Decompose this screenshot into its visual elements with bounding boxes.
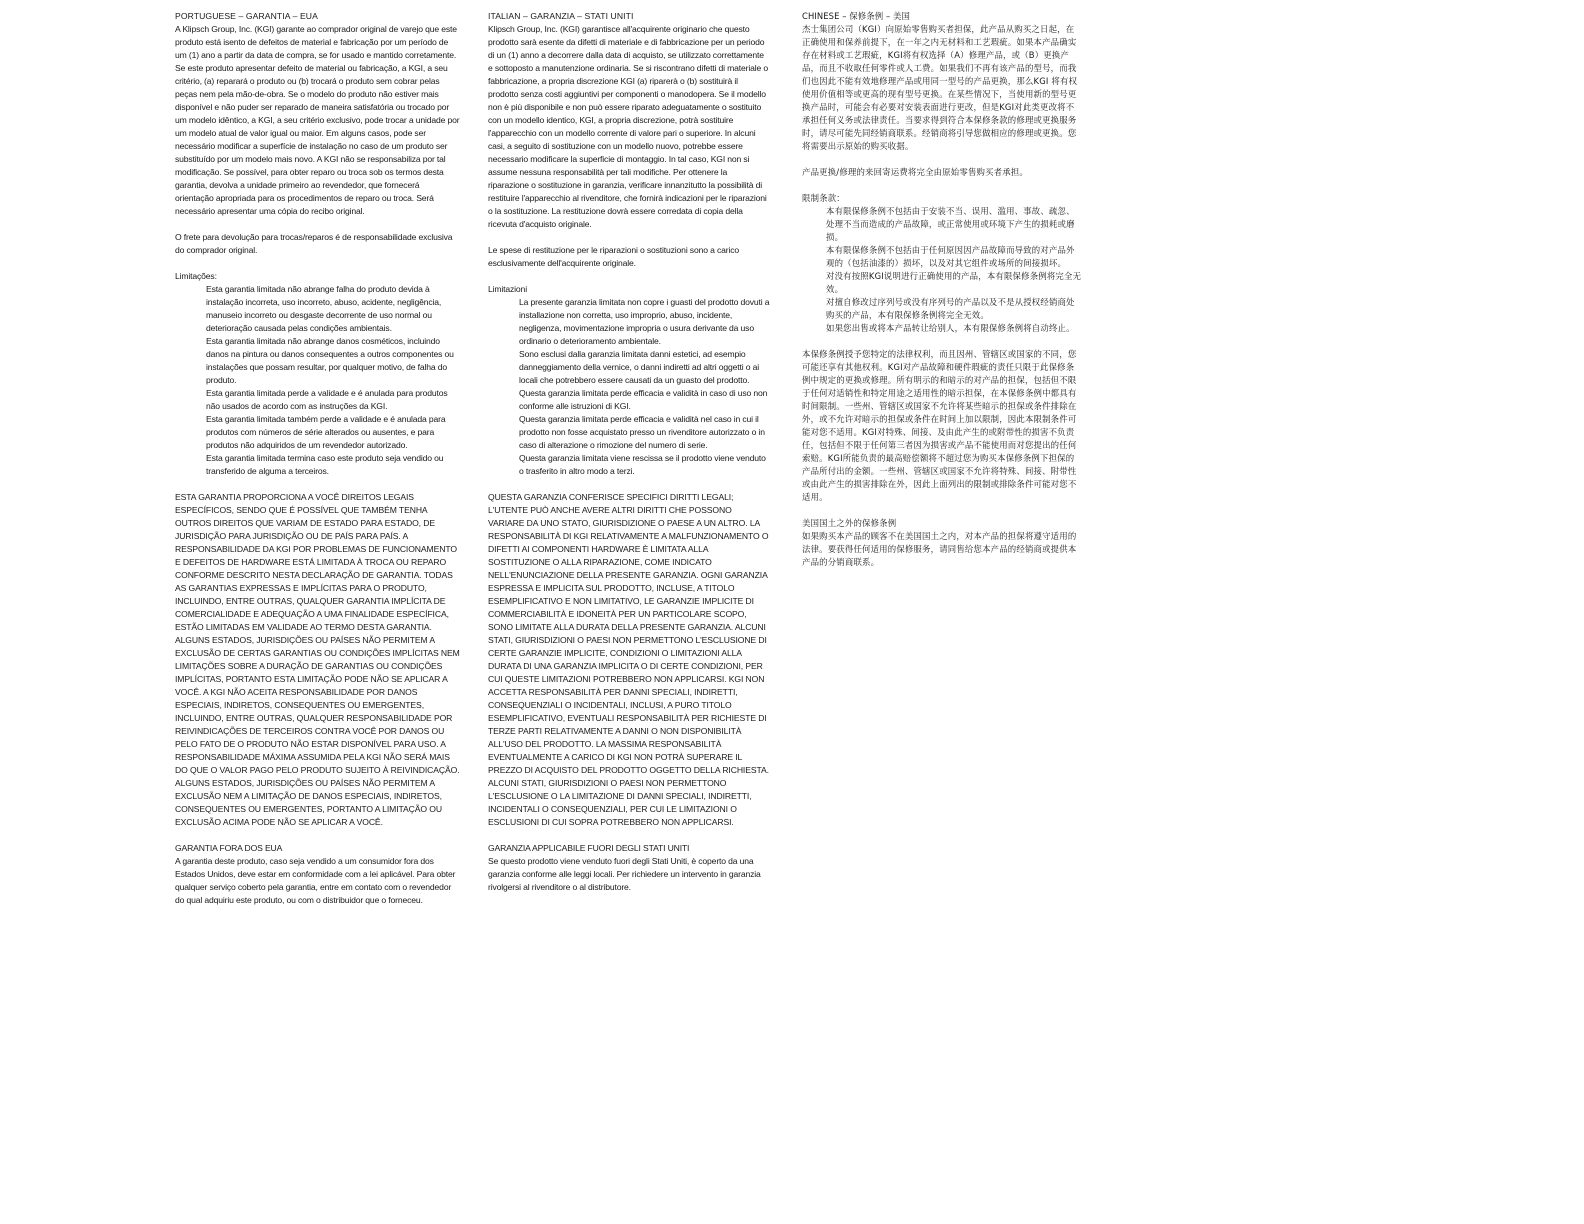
- limitation-item: Questa garanzia limitata perde efficacia e validità in caso di uso non conforme alle istruzioni di KGI.: [519, 388, 768, 411]
- portuguese-limitations-label: Limitações:: [175, 271, 217, 281]
- portuguese-legal-text: ESTA GARANTIA PROPORCIONA A VOCÊ DIREITOS LEGAIS ESPECÍFICOS, SENDO QUE É POSSÍVEL QUE TAMBÉM TENHA OUTROS DIREITOS QUE VARIAM DE ESTADO PARA ESTADO, DE JURISDIÇÃO PARA JURISDIÇÃO OU DE PAÍS PARA PAÍS. A RESPONSABILIDADE DA KGI POR PROBLEMAS DE FUNCIONAMENTO E DEFEITOS DE HARDWARE ESTÁ LIMITADA À TROCA OU REPARO CONFORME DESCRITO NESTA DECLARAÇÃO DE GARANTIA. TODAS AS GARANTIAS EXPRESSAS E IMPLÍCITAS PARA O PRODUTO, INCLUINDO, ENTRE OUTRAS, QUALQUER GARANTIA IMPLÍCITA DE COMERCIALIDADE E ADEQUAÇÃO A UMA FINALIDADE ESPECÍFICA, ESTÃO LIMITADAS EM VALIDADE AO TERMO DESTA GARANTIA. ALGUNS ESTADOS, JURISDIÇÕES OU PAÍSES NÃO PERMITEM A EXCLUSÃO DE CERTAS GARANTIAS OU CONDIÇÕES IMPLÍCITAS NEM LIMITAÇÕES SOBRE A DURAÇÃO DE GARANTIAS OU CONDIÇÕES IMPLÍCITAS, PORTANTO ESTA LIMITAÇÃO PODE NÃO SE APLICAR A VOCÊ. A KGI NÃO ACEITA RESPONSABILIDADE POR DANOS ESPECIAIS, INDIRETOS, CONSEQUENTES OU EMERGENTES, INCLUINDO, ENTRE OUTRAS, QUALQUER RESPONSABILIDADE POR REIVINDICAÇÕES DE TERCEIROS CONTRA VOCÊ POR DANOS OU PELO FATO DE O PRODUTO NÃO ESTAR DISPONÍVEL PARA USO. A RESPONSABILIDADE MÁXIMA ASSUMIDA PELA KGI NÃO SERÁ MAIS DO QUE O VALOR PAGO PELO PRODUTO SUJEITO À REIVINDICAÇÃO. ALGUNS ESTADOS, JURISDIÇÕES OU PAÍSES NÃO PERMITEM A EXCLUSÃO NEM A LIMITAÇÃO DE DANOS ESPECIAIS, INDIRETOS, CONSEQUENTES OU EMERGENTES, PORTANTO A LIMITAÇÃO OU EXCLUSÃO ACIMA PODE NÃO SE APLICAR A VOCÊ.: [175, 492, 460, 827]
- italian-heading: ITALIAN – GARANZIA – STATI UNITI: [488, 11, 634, 21]
- limitation-item: La presente garanzia limitata non copre i guasti del prodotto dovuti a installazione non corretta, uso improprio, abuso, incidente, negligenza, movimentazione impropria o usura derivante da uso ordinario o deterioramento ambientale.: [519, 297, 770, 346]
- italian-legal-text: QUESTA GARANZIA CONFERISCE SPECIFICI DIRITTI LEGALI; L'UTENTE PUÒ ANCHE AVERE ALTRI DIRITTI CHE POSSONO VARIARE DA UNO STATO, GIURISDIZIONE O PAESE A UN ALTRO. LA RESPONSABILITÀ DI KGI RELATIVAMENTE A MALFUNZIONAMENTO O DIFETTI AI COMPONENTI HARDWARE È LIMITATA ALLA SOSTITUZIONE O ALLA RIPARAZIONE, COME INDICATO NELL'ENUNCIAZIONE DELLA PRESENTE GARANZIA. OGNI GARANZIA ESPRESSA E IMPLICITA SUL PRODOTTO, INCLUSE, A TITOLO ESEMPLIFICATIVO E NON LIMITATIVO, LE GARANZIE IMPLICITE DI COMMERCIABILITÀ E IDONEITÀ PER UN PARTICOLARE SCOPO, SONO LIMITATE ALLA DURATA DELLA PRESENTE GARANZIA. ALCUNI STATI, GIURISDIZIONI O PAESI NON PERMETTONO L'ESCLUSIONE DI CERTE GARANZIE IMPLICITE, CONDIZIONI O LIMITAZIONI ALLA DURATA DI UNA GARANZIA IMPLICITA O DI CERTE CONDIZIONI, PER CUI QUESTE LIMITAZIONI POTREBBERO NON APPLICARSI. KGI NON ACCETTA RESPONSABILITÀ PER DANNI SPECIALI, INDIRETTI, CONSEQUENZIALI O INCIDENTALI, INCLUSI, A PURO TITOLO ESEMPLIFICATIVO, EVENTUALI RESPONSABILITÀ PER RICHIESTE DI TERZE PARTI RELATIVAMENTE A DANNI O NON DISPONIBILITÀ ALL'USO DEL PRODOTTO. LA MASSIMA RESPONSABILITÀ EVENTUALMENTE A CARICO DI KGI NON POTRÀ SUPERARE IL PREZZO DI ACQUISTO DEL PRODOTTO OGGETTO DELLA RICHIESTA. ALCUNI STATI, GIURISDIZIONI O PAESI NON PERMETTONO L'ESCLUSIONE O LA LIMITAZIONE DI DANNI SPECIALI, INDIRETTI, INCIDENTALI O CONSEQUENZIALI, PER CUI LE LIMITAZIONI O ESCLUSIONI DI CUI SOPRA POTREBBERO NON APPLICARSI.: [488, 492, 769, 827]
- italian-outside-heading: GARANZIA APPLICABILE FUORI DEGLI STATI UNITI: [488, 843, 690, 853]
- italian-intro: Klipsch Group, Inc. (KGI) garantisce all'acquirente originario che questo prodotto sarà esente da difetti di materiale e di fabbricazione per un periodo di un (1) anno a decorrere dalla data di acquisto, se utilizzato correttamente e sottoposto a manutenzione ordinaria. Se si riscontrano difetti di materiale o fabbricazione, a propria discrezione KGI (a) riparerà o (b) sostituirà il prodotto senza costi aggiuntivi per componenti o manodopera. Se il modello non è più disponibile e non può essere riparato adeguatamente o sostituito con un modello identico, KGI, a propria discrezione, potrà sostituire l'apparecchio con un modello corrente di valore pari o superiore. In alcuni casi, a seguito di sostituzione con un modello nuovo, potrebbe essere necessario modificare la superficie di montaggio. In tal caso, KGI non si assume nessuna responsabilità per tali modifiche. Per ottenere la riparazione o sostituzione in garanzia, verificare innanzitutto la possibilità di restituire l'apparecchio al rivenditore, che fornirà indicazioni per le riparazioni o la sostituzione. La restituzione dovrà essere corredata di copia della ricevuta d'acquisto originale.: [488, 24, 769, 229]
- portuguese-limitations-list: [175, 283, 460, 478]
- italian-limitations-list: [488, 296, 770, 478]
- portuguese-heading: PORTUGUESE – GARANTIA – EUA: [175, 11, 318, 21]
- limitation-item: 如果您出售或将本产品转让给别人，本有限保修条例将自动终止。: [826, 323, 1075, 333]
- limitation-item: Esta garantia limitada perde a validade e é anulada para produtos não usados de acordo com as instruções da KGI.: [206, 388, 448, 411]
- limitation-item: 对擅自修改过序列号或没有序列号的产品以及不是从授权经销商处购买的产品，本有限保修条例将完全无效。: [826, 297, 1075, 320]
- chinese-freight: 产品更换/修理的来回寄运费将完全由原始零售购买者承担。: [802, 167, 1028, 177]
- italian-limitations-label: Limitazioni: [488, 284, 527, 294]
- chinese-limitations-label: 限制条款：: [802, 193, 845, 203]
- italian-warranty-column: [488, 10, 770, 894]
- portuguese-freight: O frete para devolução para trocas/reparos é de responsabilidade exclusiva do comprador original.: [175, 232, 453, 255]
- chinese-outside-heading: 美国国土之外的保修条例: [802, 518, 897, 528]
- limitation-item: Esta garantia limitada não abrange danos cosméticos, incluindo danos na pintura ou danos consequentes a outros componentes ou instalações que possam resultar, por qualquer motivo, de falha do produto.: [206, 336, 454, 385]
- portuguese-outside-text: A garantia deste produto, caso seja vendido a um consumidor fora dos Estados Unidos, deve estar em conformidade com a lei aplicável. Para obter qualquer serviço coberto pela garantia, entre em contato com o revendedor do qual adquiriu este produto, ou com o distribuidor que o forneceu.: [175, 856, 456, 905]
- chinese-outside-text: 如果购买本产品的顾客不在美国国土之内，对本产品的担保将遵守适用的法律。要获得任何适用的保修服务，请同售给您本产品的经销商或提供本产品的分销商联系。: [802, 531, 1077, 567]
- portuguese-outside-heading: GARANTIA FORA DOS EUA: [175, 843, 283, 853]
- limitation-item: 本有限保修条例不包括由于任何原因因产品故障而导致的对产品外观的（包括油漆的）损坏，以及对其它组件或场所的间接损坏。: [826, 245, 1075, 268]
- chinese-limitations-list: [802, 205, 1082, 335]
- italian-outside-text: Se questo prodotto viene venduto fuori degli Stati Uniti, è coperto da una garanzia conforme alle leggi locali. Per richiedere un intervento in garanzia rivolgersi al rivenditore o al distributore.: [488, 856, 761, 892]
- limitation-item: Esta garantia limitada também perde a validade e é anulada para produtos com números de série alterados ou ausentes, e para produtos não adquiridos de um revendedor autorizado.: [206, 414, 446, 450]
- limitation-item: Questa garanzia limitata perde efficacia e validità nel caso in cui il prodotto non fosse acquistato presso un rivenditore autorizzato o in caso di alterazione o rimozione del numero di serie.: [519, 414, 765, 450]
- chinese-heading: CHINESE – 保修条例 – 美国: [802, 11, 910, 21]
- portuguese-warranty-column: [175, 10, 460, 907]
- chinese-legal-text: 本保修条例授予您特定的法律权利，而且因州、管辖区或国家的不同，您可能还享有其他权利。KGI对产品故障和硬件瑕疵的责任只限于此保修条例中规定的更换或修理。所有明示的和暗示的对产品的担保，包括但不限于任何对适销性和特定用途之适用性的暗示担保，在本保修条例中都具有时间限制。一些州、管辖区或国家不允许将某些暗示的担保或条件排除在外，或不允许对暗示的担保或条件在时间上加以限制，因此本限制条件可能对您不适用。KGI对特殊、间接、及由此产生的或附带性的损害不负责任，包括但不限于任何第三者因为损害或产品不能使用而对您提出的任何索赔。KGI所能负责的最高赔偿额将不超过您为购买本保修条例下担保的产品所付出的金额。一些州、管辖区或国家不允许将特殊、间接、附带性或由此产生的损害排除在外，因此上面列出的限制或排除条件可能对您不适用。: [802, 349, 1077, 502]
- limitation-item: 对没有按照KGI说明进行正确使用的产品，本有限保修条例将完全无效。: [826, 271, 1082, 294]
- limitation-item: Sono esclusi dalla garanzia limitata danni estetici, ad esempio danneggiamento della vernice, o danni indiretti ad altri oggetti o ai locali che potrebbero essere causati da un guasto del prodotto.: [519, 349, 759, 385]
- chinese-warranty-column: [802, 10, 1082, 569]
- limitation-item: Questa garanzia limitata viene rescissa se il prodotto viene venduto o trasferito in altro modo a terzi.: [519, 453, 766, 476]
- chinese-intro: 杰士集团公司（KGI）向原始零售购买者担保，此产品从购买之日起，在正确使用和保养前提下，在一年之内无材料和工艺瑕疵。如果本产品确实存在材料或工艺瑕疵，KGI将有权选择（A）修理产品，或（B）更换产品，而且不收取任何零件或人工费。如果我们不再有该产品的型号，而我们也因此不能有效地修理产品或用同一型号的产品更换，那么KGI 将有权使用价值相等或更高的现有型号更换。在某些情况下，当使用新的型号更换产品时，可能会有必要对安装表面进行更改，但是KGI对此类更改将不承担任何义务或法律责任。当要求得到符合本保修条款的修理或更换服务时，请尽可能先同经销商联系。经销商将引导您做相应的修理或更换。您将需要出示原始的购买收据。: [802, 24, 1078, 151]
- limitation-item: Esta garantia limitada termina caso este produto seja vendido ou transferido de alguma a terceiros.: [206, 453, 444, 476]
- italian-freight: Le spese di restituzione per le riparazioni o sostituzioni sono a carico esclusivamente dell'acquirente originale.: [488, 245, 739, 268]
- limitation-item: 本有限保修条例不包括由于安装不当、误用、滥用、事故、疏忽、处理不当而造成的产品故障，或正常使用或环境下产生的损耗或磨损。: [826, 206, 1075, 242]
- portuguese-intro: A Klipsch Group, Inc. (KGI) garante ao comprador original de varejo que este produto está isento de defeitos de material e fabricação por um período de um (1) ano a partir da data de compra, se for usado e mantido corretamente. Se este produto apresentar defeito de material ou fabricação, a KGI, a seu critério, (a) reparará o produto ou (b) trocará o produto sem cobrar pelas peças nem pela mão-de-obra. Se o modelo do produto não estiver mais disponível e não puder ser reparado de maneira satisfatória ou trocado por um modelo idêntico, a KGI, a seu critério exclusivo, pode trocar a unidade por um modelo atual de valor igual ou maior. Em alguns casos, pode ser necessário modificar a superfície de instalação no caso de um produto ser substituído por um modelo mais novo. A KGI não se responsabiliza por tal modificação. Se possível, para obter reparo ou troca sob os termos desta garantia, devolva a unidade primeiro ao revendedor, que fornecerá orientação apropriada para os procedimentos de reparo ou troca. Será necessário apresentar uma cópia do recibo original.: [175, 24, 460, 216]
- limitation-item: Esta garantia limitada não abrange falha do produto devida à instalação incorreta, uso incorreto, abuso, acidente, negligência, manuseio incorreto ou desgaste decorrente de uso normal ou deterioração causada pelas condições ambientais.: [206, 284, 442, 333]
